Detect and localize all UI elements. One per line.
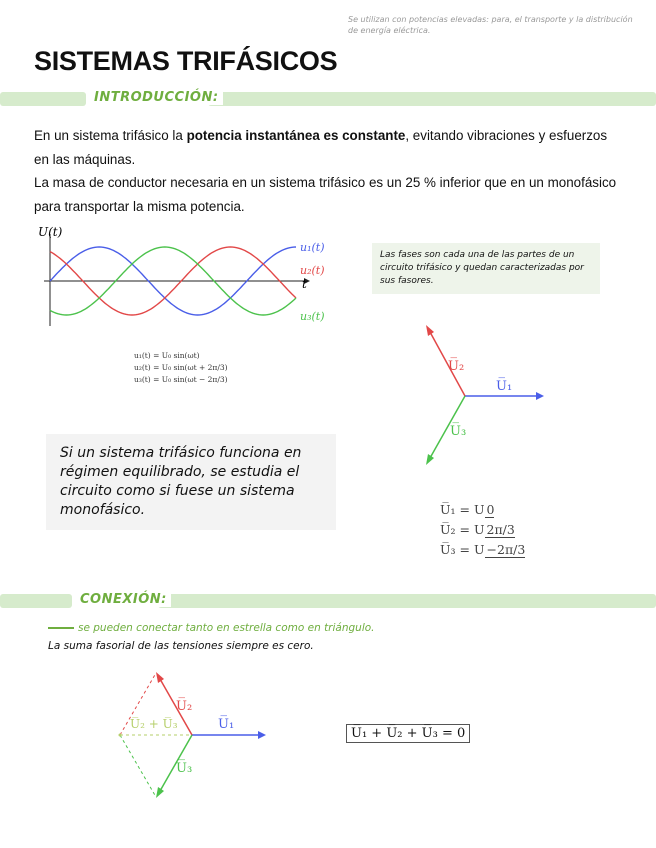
page-title: SISTEMAS TRIFÁSICOS bbox=[34, 46, 338, 76]
conexion-line-2: La suma fasorial de las tensiones siempre es cero. bbox=[48, 640, 314, 652]
phasor-u1-arrow bbox=[536, 392, 544, 400]
phasor-eq-1-lhs: U̅₁ = U bbox=[440, 502, 485, 517]
section-intro-heading: INTRODUCCIÓN: bbox=[90, 90, 223, 105]
phasor-u3-arrow bbox=[426, 454, 434, 465]
phasor-u2-label: U̅₂ bbox=[448, 359, 465, 374]
sum-u2u3-label: U̅₂ + U̅₃ bbox=[130, 717, 178, 731]
conexion-line-1 bbox=[48, 622, 375, 634]
phasor-u3-label: U̅₃ bbox=[450, 424, 467, 439]
x-axis-label: t bbox=[302, 277, 307, 291]
legend-u2: u₂(t) bbox=[300, 264, 325, 277]
balanced-note: Si un sistema trifásico funciona en régimen equilibrado, se estudia el circuito como si fuese un sistema monofásico. bbox=[46, 434, 336, 530]
phasor-eq-3 bbox=[440, 540, 525, 560]
sum-phasor-u2-arrow bbox=[156, 672, 164, 683]
intro-text-2: La masa de conductor necesaria en un sistema trifásico es un 25 % inferior que en un monofásico para transportar la misma potencia. bbox=[34, 175, 617, 214]
sum-u1-label: U̅₁ bbox=[218, 717, 235, 732]
wave-equations bbox=[134, 350, 228, 386]
phasor-eq-2 bbox=[440, 520, 525, 540]
phasor-u2-arrow bbox=[426, 325, 434, 336]
sum-phasor-u3-arrow bbox=[156, 787, 164, 798]
phasor-note: Las fases son cada una de las partes de un circuito trifásico y quedan caracterizadas por sus fasores. bbox=[372, 243, 600, 294]
phasor-eq-1 bbox=[440, 500, 525, 520]
phasor-eq-3-angle: −2π/3 bbox=[486, 542, 526, 557]
intro-paragraph bbox=[34, 124, 624, 218]
phasor-eq-1-angle: 0 bbox=[486, 502, 495, 517]
sum-u3-label: U̅₃ bbox=[176, 761, 193, 776]
equation-u1: u₁(t) = U₀ sin(ωt) bbox=[134, 351, 200, 360]
section-bar-right-2 bbox=[158, 594, 656, 608]
conexion-text-1: se pueden conectar tanto en estrella como en triángulo. bbox=[78, 622, 375, 634]
section-bar-left-2 bbox=[0, 594, 72, 608]
section-bar-right bbox=[208, 92, 656, 106]
section-conexion-heading: CONEXIÓN: bbox=[76, 592, 171, 607]
legend-u3: u₃(t) bbox=[300, 310, 325, 323]
y-axis-label: U(t) bbox=[38, 225, 63, 239]
phasor-eq-3-lhs: U̅₃ = U bbox=[440, 542, 485, 557]
section-bar-left bbox=[0, 92, 86, 106]
bullet-dash bbox=[48, 627, 74, 629]
waveform-chart bbox=[34, 220, 344, 330]
sum-equation: U̅₁ + U̅₂ + U̅₃ = 0 bbox=[346, 724, 470, 743]
phasor-u1-label: U̅₁ bbox=[496, 379, 513, 394]
phasor-eq-2-lhs: U̅₂ = U bbox=[440, 522, 485, 537]
intro-bold-text: potencia instantánea es constante bbox=[186, 128, 406, 143]
dashed-u3 bbox=[120, 735, 156, 797]
sum-point bbox=[119, 734, 122, 737]
phasor-sum-diagram bbox=[108, 668, 278, 803]
top-note: Se utilizan con potencias elevadas: para, el transporte y la distribución de energía eléctrica. bbox=[348, 15, 633, 35]
intro-text-end: , evitando vibraciones y esfuerzos en las máquinas. bbox=[34, 128, 608, 167]
legend-u1: u₁(t) bbox=[300, 241, 325, 254]
equation-u3: u₃(t) = U₀ sin(ωt − 2π/3) bbox=[134, 375, 228, 384]
sum-u2-label: U̅₂ bbox=[176, 699, 193, 714]
sum-phasor-u1-arrow bbox=[258, 731, 266, 739]
phasor-diagram bbox=[410, 318, 560, 468]
phasor-eq-2-angle: 2π/3 bbox=[486, 522, 515, 537]
intro-text: En un sistema trifásico la bbox=[34, 128, 187, 143]
phasor-equations bbox=[440, 500, 525, 560]
equation-u2: u₂(t) = U₀ sin(ωt + 2π/3) bbox=[134, 363, 228, 372]
